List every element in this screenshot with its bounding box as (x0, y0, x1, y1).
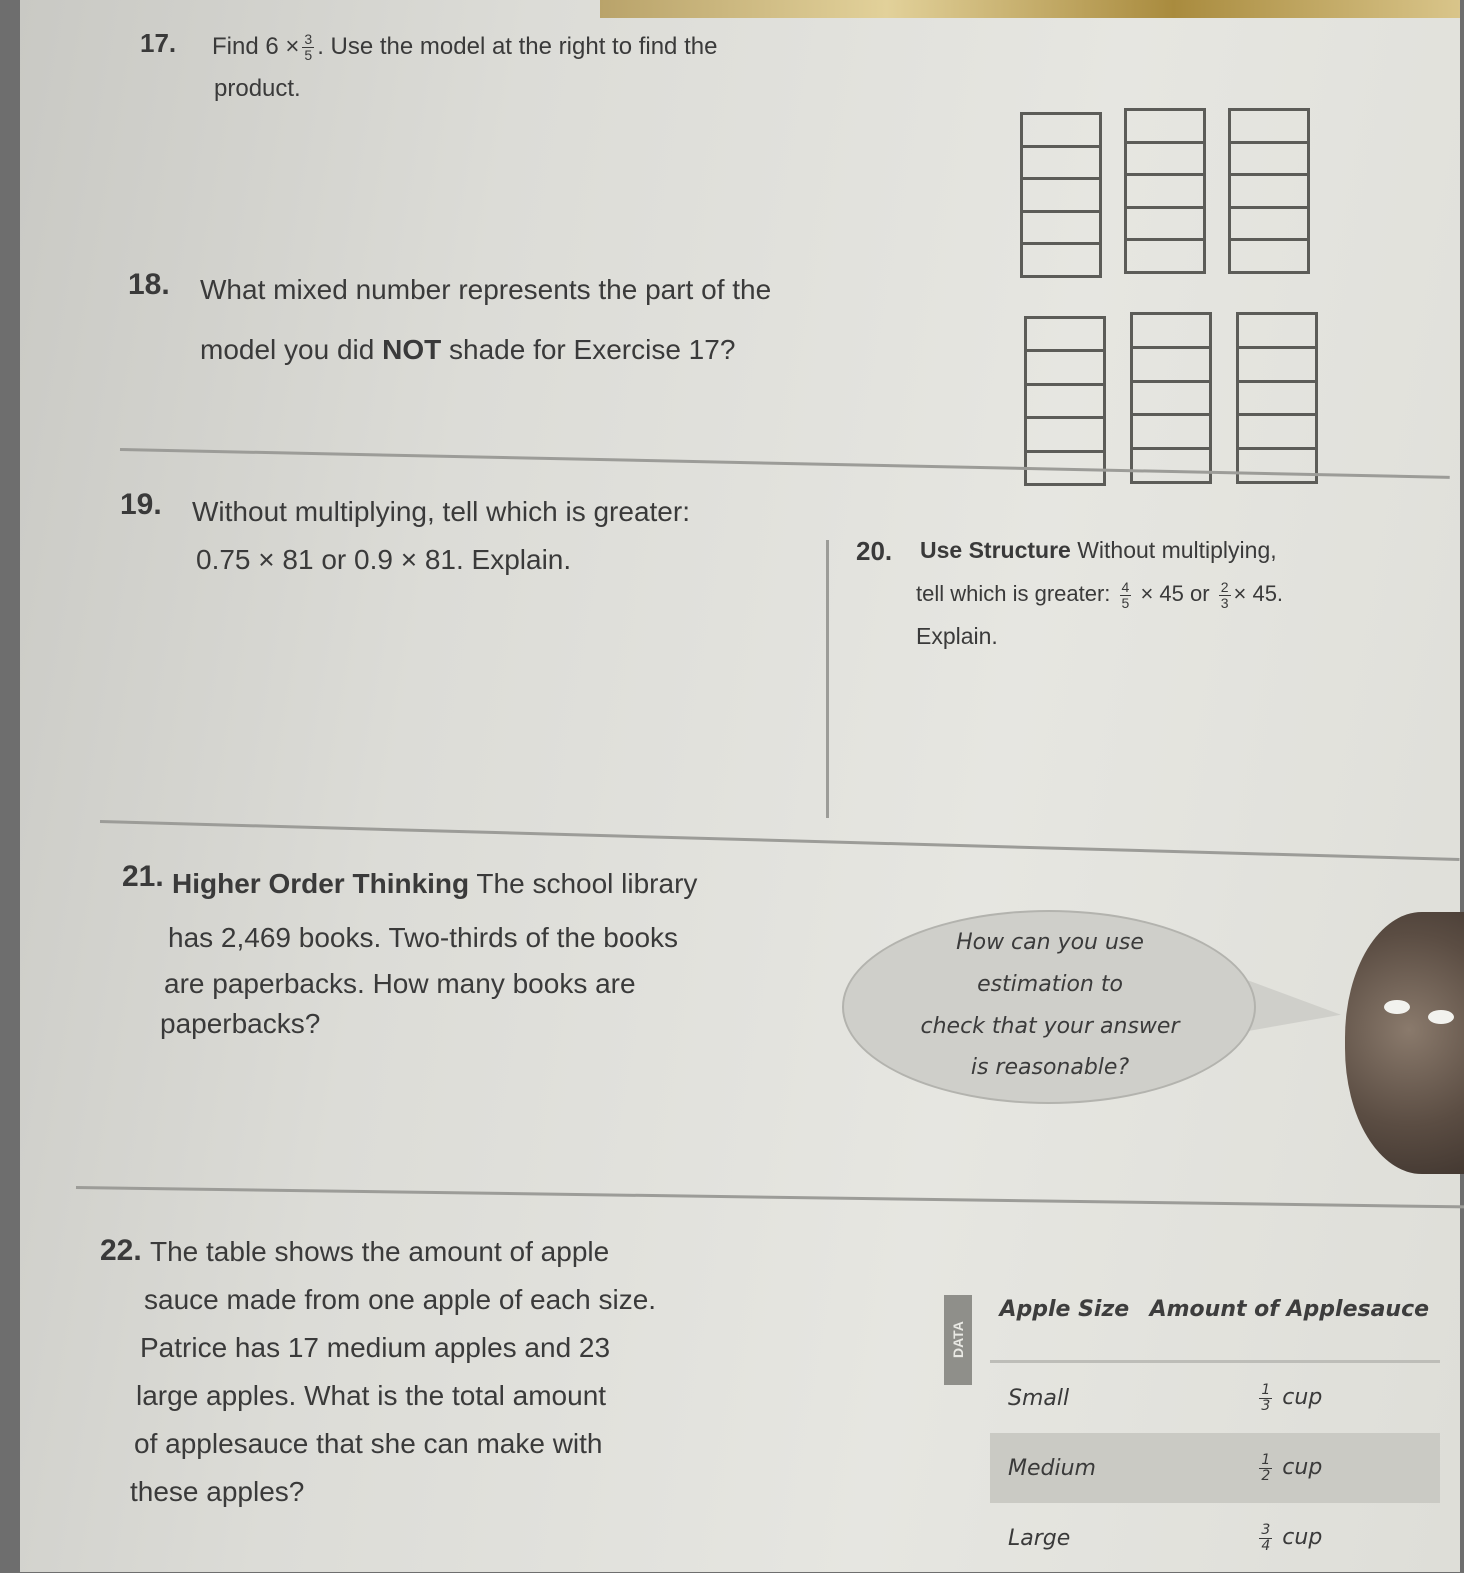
q20-end: × 45. (1233, 581, 1284, 606)
bubble-line: estimation to (977, 971, 1123, 997)
column-divider (826, 540, 829, 818)
applesauce-table (990, 1258, 1440, 1573)
q20-f2-num: 2 (1220, 579, 1229, 595)
character-eye (1384, 1000, 1410, 1014)
table-header-row (990, 1258, 1440, 1362)
q20-line2 (916, 578, 1283, 610)
q21-line2: has 2,469 books. Two-thirds of the books (168, 922, 679, 953)
header-apple-size: Apple Size (990, 1258, 1139, 1362)
q18-line2-pre: model you did (200, 334, 375, 365)
q22-line: these apples? (130, 1476, 305, 1507)
q22-number: 22. (100, 1234, 142, 1267)
q20-line2-pre: tell which is greater: (916, 581, 1111, 606)
model-bar (1130, 312, 1212, 484)
q20-f2-den: 3 (1220, 594, 1229, 611)
q17-fraction (302, 32, 314, 62)
model-bar (1020, 112, 1102, 278)
q18-number: 18. (128, 268, 170, 301)
q19-line1: Without multiplying, tell which is greater: (192, 496, 690, 527)
amount-den: 3 (1261, 1397, 1271, 1414)
q18-line2 (200, 330, 735, 371)
amount-unit: cup (1282, 1455, 1323, 1480)
q22-line: large apples. What is the total amount (136, 1380, 607, 1411)
table-row (990, 1433, 1440, 1503)
q21-heading: Higher Order Thinking (172, 868, 470, 899)
q17-whole: 6 (265, 33, 279, 60)
amount-den: 4 (1261, 1537, 1271, 1554)
model-bar (1124, 108, 1206, 274)
q21-line4: paperbacks? (160, 1008, 321, 1039)
q20-fraction-1 (1120, 580, 1132, 610)
model-bar (1228, 108, 1310, 274)
q17-number: 17. (140, 28, 177, 58)
q20-f1-den: 5 (1121, 594, 1130, 611)
amount-den: 2 (1261, 1467, 1271, 1484)
character-eye (1428, 1010, 1454, 1024)
table-row (990, 1503, 1440, 1573)
model-bar (1236, 312, 1318, 484)
speech-bubble-text (900, 922, 1200, 1089)
q22-line: Patrice has 17 medium apples and 23 (140, 1332, 611, 1363)
q20-line1 (920, 534, 1277, 567)
header-amount: Amount of Applesauce (1139, 1258, 1440, 1362)
amount-num: 1 (1261, 1451, 1271, 1468)
q22-line: sauce made from one apple of each size. (144, 1284, 657, 1315)
q17-pre: Find (212, 33, 259, 60)
bubble-line: How can you use (956, 930, 1144, 955)
amount-unit: cup (1282, 1385, 1323, 1410)
q22-line: The table shows the amount of apple (150, 1236, 610, 1267)
data-tab: DATA (944, 1295, 972, 1385)
q21-number: 21. (122, 860, 164, 893)
q17-times: × (285, 33, 300, 60)
page-edge-strip (600, 0, 1460, 18)
q21-line1 (172, 864, 697, 905)
q17-post: . Use the model at the right to find the (317, 33, 718, 60)
cell-amount (1139, 1433, 1440, 1503)
q20-fraction-2 (1219, 580, 1231, 610)
amount-num: 3 (1261, 1521, 1271, 1538)
q17-frac-den: 5 (304, 47, 313, 64)
q20-line3: Explain. (916, 623, 998, 649)
amount-num: 1 (1261, 1381, 1271, 1398)
cell-size: Small (1008, 1385, 1070, 1411)
q17-frac-num: 3 (304, 31, 313, 48)
q19-line2: 0.75 × 81 or 0.9 × 81. Explain. (196, 544, 572, 575)
q20-mid: × 45 or (1140, 581, 1210, 606)
q22-line: of applesauce that she can make with (134, 1428, 603, 1459)
model-bar (1024, 316, 1106, 486)
q20-heading: Use Structure (920, 537, 1071, 563)
cell-size: Medium (990, 1433, 1139, 1503)
cell-size: Large (1008, 1525, 1071, 1551)
cell-amount (1139, 1503, 1440, 1573)
q17-line1 (212, 30, 717, 65)
bubble-line: check that your answer (920, 1013, 1180, 1039)
q19-number: 19. (120, 488, 162, 521)
q20-number: 20. (856, 536, 893, 566)
q18-line2-bold: NOT (382, 334, 442, 365)
table-row (990, 1362, 1440, 1434)
q21-line1-text: The school library (476, 868, 698, 899)
cell-amount (1139, 1362, 1440, 1434)
q18-line2-post: shade for Exercise 17? (449, 334, 736, 365)
q20-line1-text: Without multiplying, (1077, 537, 1277, 563)
amount-unit: cup (1282, 1525, 1323, 1550)
bubble-line: is reasonable? (970, 1055, 1130, 1081)
q21-line3: are paperbacks. How many books are (164, 968, 636, 999)
q17-line2: product. (214, 75, 301, 102)
q18-line1: What mixed number represents the part of the (200, 274, 772, 305)
q20-f1-num: 4 (1121, 579, 1130, 595)
